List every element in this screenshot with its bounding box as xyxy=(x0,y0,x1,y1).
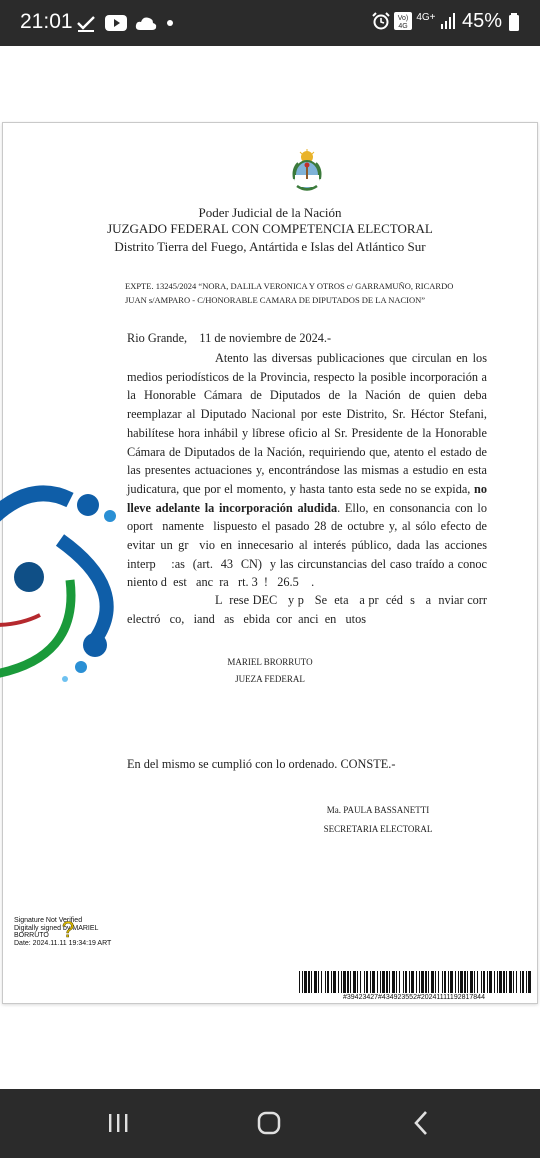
digital-sig-signer-cont: BORRUTO xyxy=(14,932,49,939)
barcode-bar xyxy=(372,971,375,993)
barcode-bar xyxy=(438,971,439,993)
youtube-icon xyxy=(105,15,127,31)
barcode-bar xyxy=(421,971,424,993)
barcode-bar xyxy=(474,971,475,993)
barcode-bar xyxy=(360,971,361,993)
barcode-bar xyxy=(396,971,397,993)
barcode-bar xyxy=(321,971,322,993)
barcode-bar xyxy=(444,971,446,993)
paragraph-1 xyxy=(127,349,494,592)
barcode-bar xyxy=(357,971,358,993)
barcode-bar xyxy=(435,971,436,993)
question-mark-icon xyxy=(60,917,76,941)
paragraph-1-text-b: . Ello, en consonancia con lo oport namente lispuesto el pasado 28 de octubre y, al sólo efecto de evitar un gr vio en innecesario al interés público, dada las acciones interp :as (art. 43 CN) y las circunstancias del caso traído a conoc niento d est anc ra rt. 3 ! 26.5 . xyxy=(127,500,494,590)
cloud-icon xyxy=(135,15,157,31)
barcode-bar xyxy=(487,971,488,993)
barcode-bar xyxy=(338,971,339,993)
battery-icon xyxy=(508,13,520,31)
barcode-number: #39423427#434923552#20241111192817844 xyxy=(343,994,485,1001)
barcode-bar xyxy=(526,971,527,993)
barcode-bar xyxy=(411,971,414,993)
case-reference-line-2: JUAN s/AMPARO - C/HONORABLE CAMARA DE DIPUTADOS DE LA NACION” xyxy=(125,295,426,305)
barcode-bar xyxy=(494,971,495,993)
barcode-bar xyxy=(483,971,485,993)
case-reference-line-1: EXPTE. 13245/2024 “NORA, DALILA VERONICA Y OTROS c/ GARRAMUÑO, RICARDO xyxy=(125,281,454,291)
header-line-1: Poder Judicial de la Nación xyxy=(198,205,342,220)
svg-text:Vo): Vo) xyxy=(397,15,409,23)
network-type: 4G+ xyxy=(416,12,436,23)
barcode-bar xyxy=(389,971,390,993)
battery-percent: 45% xyxy=(462,10,503,32)
barcode-bar xyxy=(442,971,443,993)
secretary-title: SECRETARIA ELECTORAL xyxy=(323,824,433,834)
barcode-bar xyxy=(448,971,449,993)
barcode-bar xyxy=(327,971,329,993)
barcode-bar xyxy=(497,971,498,993)
barcode-bar xyxy=(464,971,466,993)
barcode-bar xyxy=(333,971,336,993)
barcode-bar xyxy=(405,971,407,993)
paragraph-1-bold: no lleve adelante la incorporación aludida xyxy=(127,481,487,515)
barcode-bar xyxy=(516,971,517,993)
barcode-bar xyxy=(455,971,456,993)
barcode-bar xyxy=(513,971,514,993)
svg-text:4G: 4G xyxy=(398,23,408,31)
barcode-bar xyxy=(458,971,459,993)
status-bar xyxy=(0,0,540,46)
barcode-bar xyxy=(509,971,512,993)
barcode-bar xyxy=(428,971,429,993)
barcode-bar xyxy=(506,971,507,993)
paragraph-2: L rese DEC y p Se eta a pr céd s a nviar corr electró co, iand as ebida cor anci en utos xyxy=(127,593,497,626)
barcode-bar xyxy=(470,971,473,993)
barcode-bar xyxy=(416,971,417,993)
system-icons xyxy=(372,12,456,30)
barcode-bar xyxy=(522,971,524,993)
barcode-bar xyxy=(467,971,468,993)
barcode-bar xyxy=(308,971,310,993)
signal-icon xyxy=(440,13,456,29)
volte-icon xyxy=(394,12,412,30)
barcode-bar xyxy=(350,971,351,993)
barcode-bar xyxy=(489,971,492,993)
barcode-bar xyxy=(431,971,434,993)
overlay-logo xyxy=(0,480,130,690)
paragraph-1-text-a: Atento las diversas publicaciones que circulan en los medios periodísticos de la Provincia, respecto la posible incorporación a la Honorable Cámara de Diputados de la Nación de quien deba reemplazar al Diputado Nacional por este Distrito, Sr. Héctor Stefani, habilítese hora inhábil y líbrese oficio al Sr. Presidente de la Honorable Cámara de Diputados de la Nación, requiriendo que, atento el estado de las presentes actuaciones y, encontrándose las mismas a estudio en esta judicatura, que por el momento, y hasta tanto esta sede no se expida, xyxy=(127,351,487,496)
barcode-bar xyxy=(503,971,505,993)
header-line-2: JUZGADO FEDERAL CON COMPETENCIA ELECTORAL xyxy=(107,221,433,236)
barcode-bar xyxy=(477,971,478,993)
barcode-bar xyxy=(392,971,395,993)
dot-icon xyxy=(166,19,174,27)
barcode-bar xyxy=(364,971,365,993)
digital-sig-status: Signature Not Verified xyxy=(14,917,83,924)
header-line-3: Distrito Tierra del Fuego, Antártida e Islas del Atlántico Sur xyxy=(114,239,426,254)
case-reference xyxy=(125,279,475,307)
barcode-bar xyxy=(325,971,326,993)
back-icon[interactable] xyxy=(410,1107,432,1139)
judge-title: JUEZA FEDERAL xyxy=(235,674,305,684)
argentina-coat-of-arms-icon xyxy=(290,149,324,193)
barcode-bar xyxy=(386,971,388,993)
barcode-bar xyxy=(528,971,531,993)
svg-text:?: ? xyxy=(61,917,75,941)
status-time: 21:01 xyxy=(20,10,73,33)
barcode-bar xyxy=(318,971,319,993)
navigation-bar xyxy=(0,1089,540,1158)
barcode-bar xyxy=(380,971,381,993)
barcode-bar xyxy=(370,971,371,993)
barcode-bar xyxy=(419,971,420,993)
barcode-bar xyxy=(366,971,368,993)
barcode-bar xyxy=(409,971,410,993)
barcode-bar xyxy=(460,971,463,993)
barcode-bar xyxy=(450,971,453,993)
barcode-bar xyxy=(377,971,378,993)
barcode xyxy=(299,971,534,993)
barcode-bar xyxy=(341,971,342,993)
digital-sig-signer: Digitally signed by MARIEL xyxy=(14,924,99,932)
barcode-bar xyxy=(311,971,312,993)
home-icon[interactable] xyxy=(256,1107,282,1139)
barcode-bar xyxy=(314,971,317,993)
barcode-bar xyxy=(399,971,400,993)
barcode-bar xyxy=(481,971,482,993)
barcode-bar xyxy=(347,971,349,993)
barcode-bar xyxy=(299,971,300,993)
recent-apps-icon[interactable] xyxy=(106,1107,130,1139)
barcode-bar xyxy=(499,971,502,993)
judge-name: MARIEL BRORRUTO xyxy=(227,657,313,667)
barcode-bar xyxy=(520,971,521,993)
barcode-bar xyxy=(331,971,332,993)
barcode-bar xyxy=(302,971,303,993)
barcode-bar xyxy=(403,971,404,993)
check-icon xyxy=(76,14,96,32)
digital-sig-date: Date: 2024.11.11 19:34:19 ART xyxy=(14,939,112,947)
date-line: Rio Grande, 11 de noviembre de 2024.- xyxy=(127,331,332,345)
barcode-bar xyxy=(425,971,427,993)
alarm-icon xyxy=(372,12,390,30)
barcode-bar xyxy=(343,971,346,993)
secretary-name: Ma. PAULA BASSANETTI xyxy=(326,805,430,815)
battery-indicator xyxy=(462,10,520,33)
barcode-bar xyxy=(353,971,356,993)
notification-icons xyxy=(76,12,174,32)
barcode-bar xyxy=(304,971,307,993)
barcode-bar xyxy=(382,971,385,993)
conste-line: En del mismo se cumplió con lo ordenado. CONSTE.- xyxy=(127,757,396,771)
